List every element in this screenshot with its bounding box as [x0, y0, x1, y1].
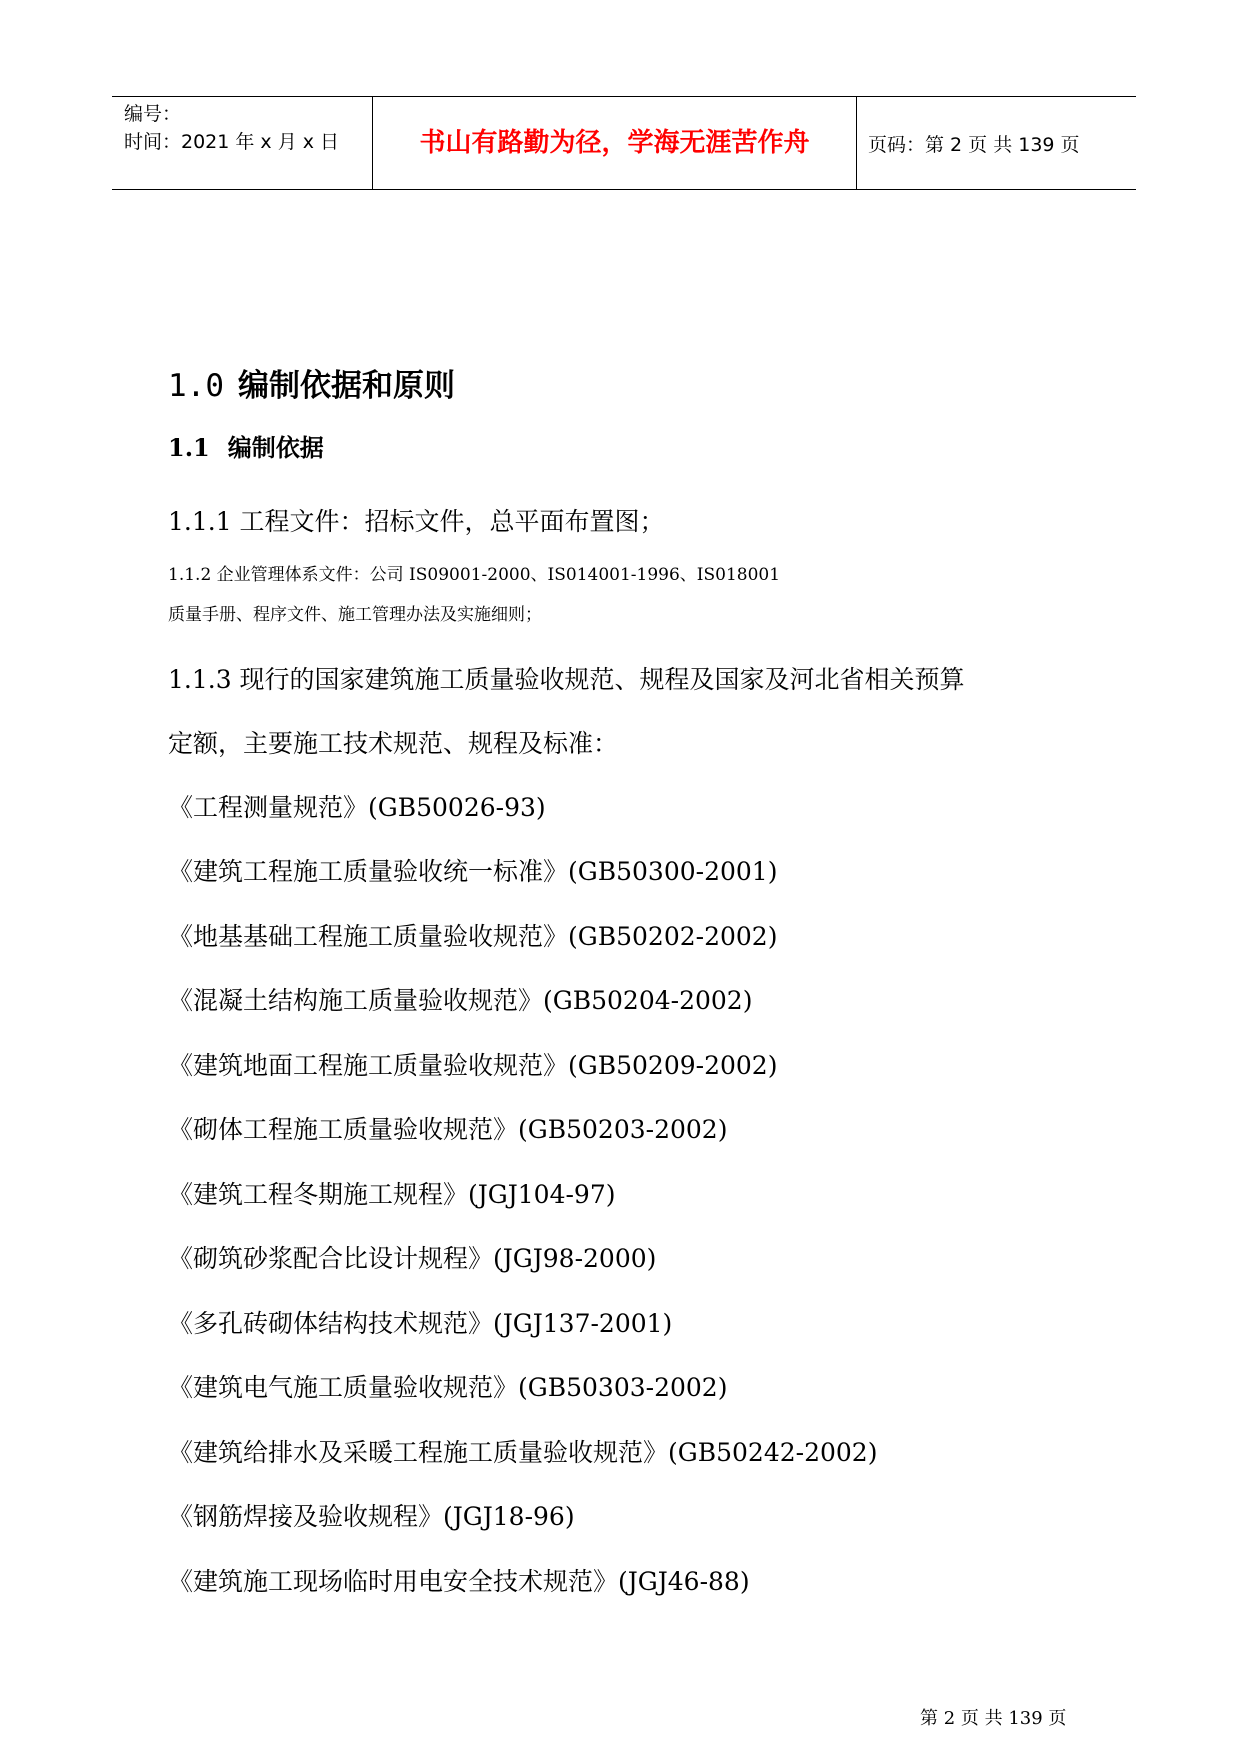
- standard-item: 《工程测量规范》(GB50026-93): [168, 793, 546, 822]
- header-page-number: 页码：第 2 页 共 139 页: [868, 134, 1080, 156]
- paragraph: 定额，主要施工技术规范、规程及标准：: [168, 729, 619, 758]
- document-number-label: 编号：: [124, 103, 182, 125]
- standard-item: 《建筑给排水及采暖工程施工质量验收规范》(GB50242-2002): [168, 1438, 878, 1467]
- header-top-rule: [112, 96, 1136, 97]
- standard-item: 《混凝土结构施工质量验收规范》(GB50204-2002): [168, 986, 753, 1015]
- header-left-cell: [124, 100, 339, 156]
- standard-item: 《建筑地面工程施工质量验收规范》(GB50209-2002): [168, 1051, 778, 1080]
- standard-item: 《建筑施工现场临时用电安全技术规范》(JGJ46-88): [168, 1567, 750, 1596]
- standard-item: 《建筑工程施工质量验收统一标准》(GB50300-2001): [168, 857, 778, 886]
- paragraph: 1.1.3 现行的国家建筑施工质量验收规范、规程及国家及河北省相关预算: [168, 665, 965, 694]
- standard-item: 《地基基础工程施工质量验收规范》(GB50202-2002): [168, 922, 778, 951]
- standard-item: 《砌体工程施工质量验收规范》(GB50203-2002): [168, 1115, 728, 1144]
- subsection-title: 编制依据: [227, 433, 324, 462]
- standard-item: 《钢筋焊接及验收规程》(JGJ18-96): [168, 1502, 575, 1531]
- header-motto: 书山有路勤为径，学海无涯苦作舟: [419, 128, 810, 158]
- page-footer: 第 2 页 共 139 页: [920, 1708, 1067, 1729]
- standard-item: 《建筑工程冬期施工规程》(JGJ104-97): [168, 1180, 616, 1209]
- section-number: 1.0: [168, 368, 224, 404]
- section-title: 编制依据和原则: [238, 368, 455, 404]
- subsection-heading: [168, 428, 324, 463]
- subsection-number: 1.1: [168, 433, 210, 462]
- paragraph: 1.1.2 企业管理体系文件：公司 IS09001-2000、IS014001-1996、IS018001: [168, 565, 781, 585]
- standard-item: 《多孔砖砌体结构技术规范》(JGJ137-2001): [168, 1309, 673, 1338]
- standard-item: 《砌筑砂浆配合比设计规程》(JGJ98-2000): [168, 1244, 657, 1273]
- standard-item: 《建筑电气施工质量验收规范》(GB50303-2002): [168, 1373, 728, 1402]
- document-date: 时间：2021 年 x 月 x 日: [124, 131, 340, 153]
- header-bottom-rule: [112, 189, 1136, 190]
- paragraph: 1.1.1 工程文件：招标文件，总平面布置图；: [168, 507, 665, 536]
- paragraph: 质量手册、程序文件、施工管理办法及实施细则；: [168, 605, 542, 625]
- header-divider: [856, 96, 857, 189]
- section-heading: [168, 360, 455, 405]
